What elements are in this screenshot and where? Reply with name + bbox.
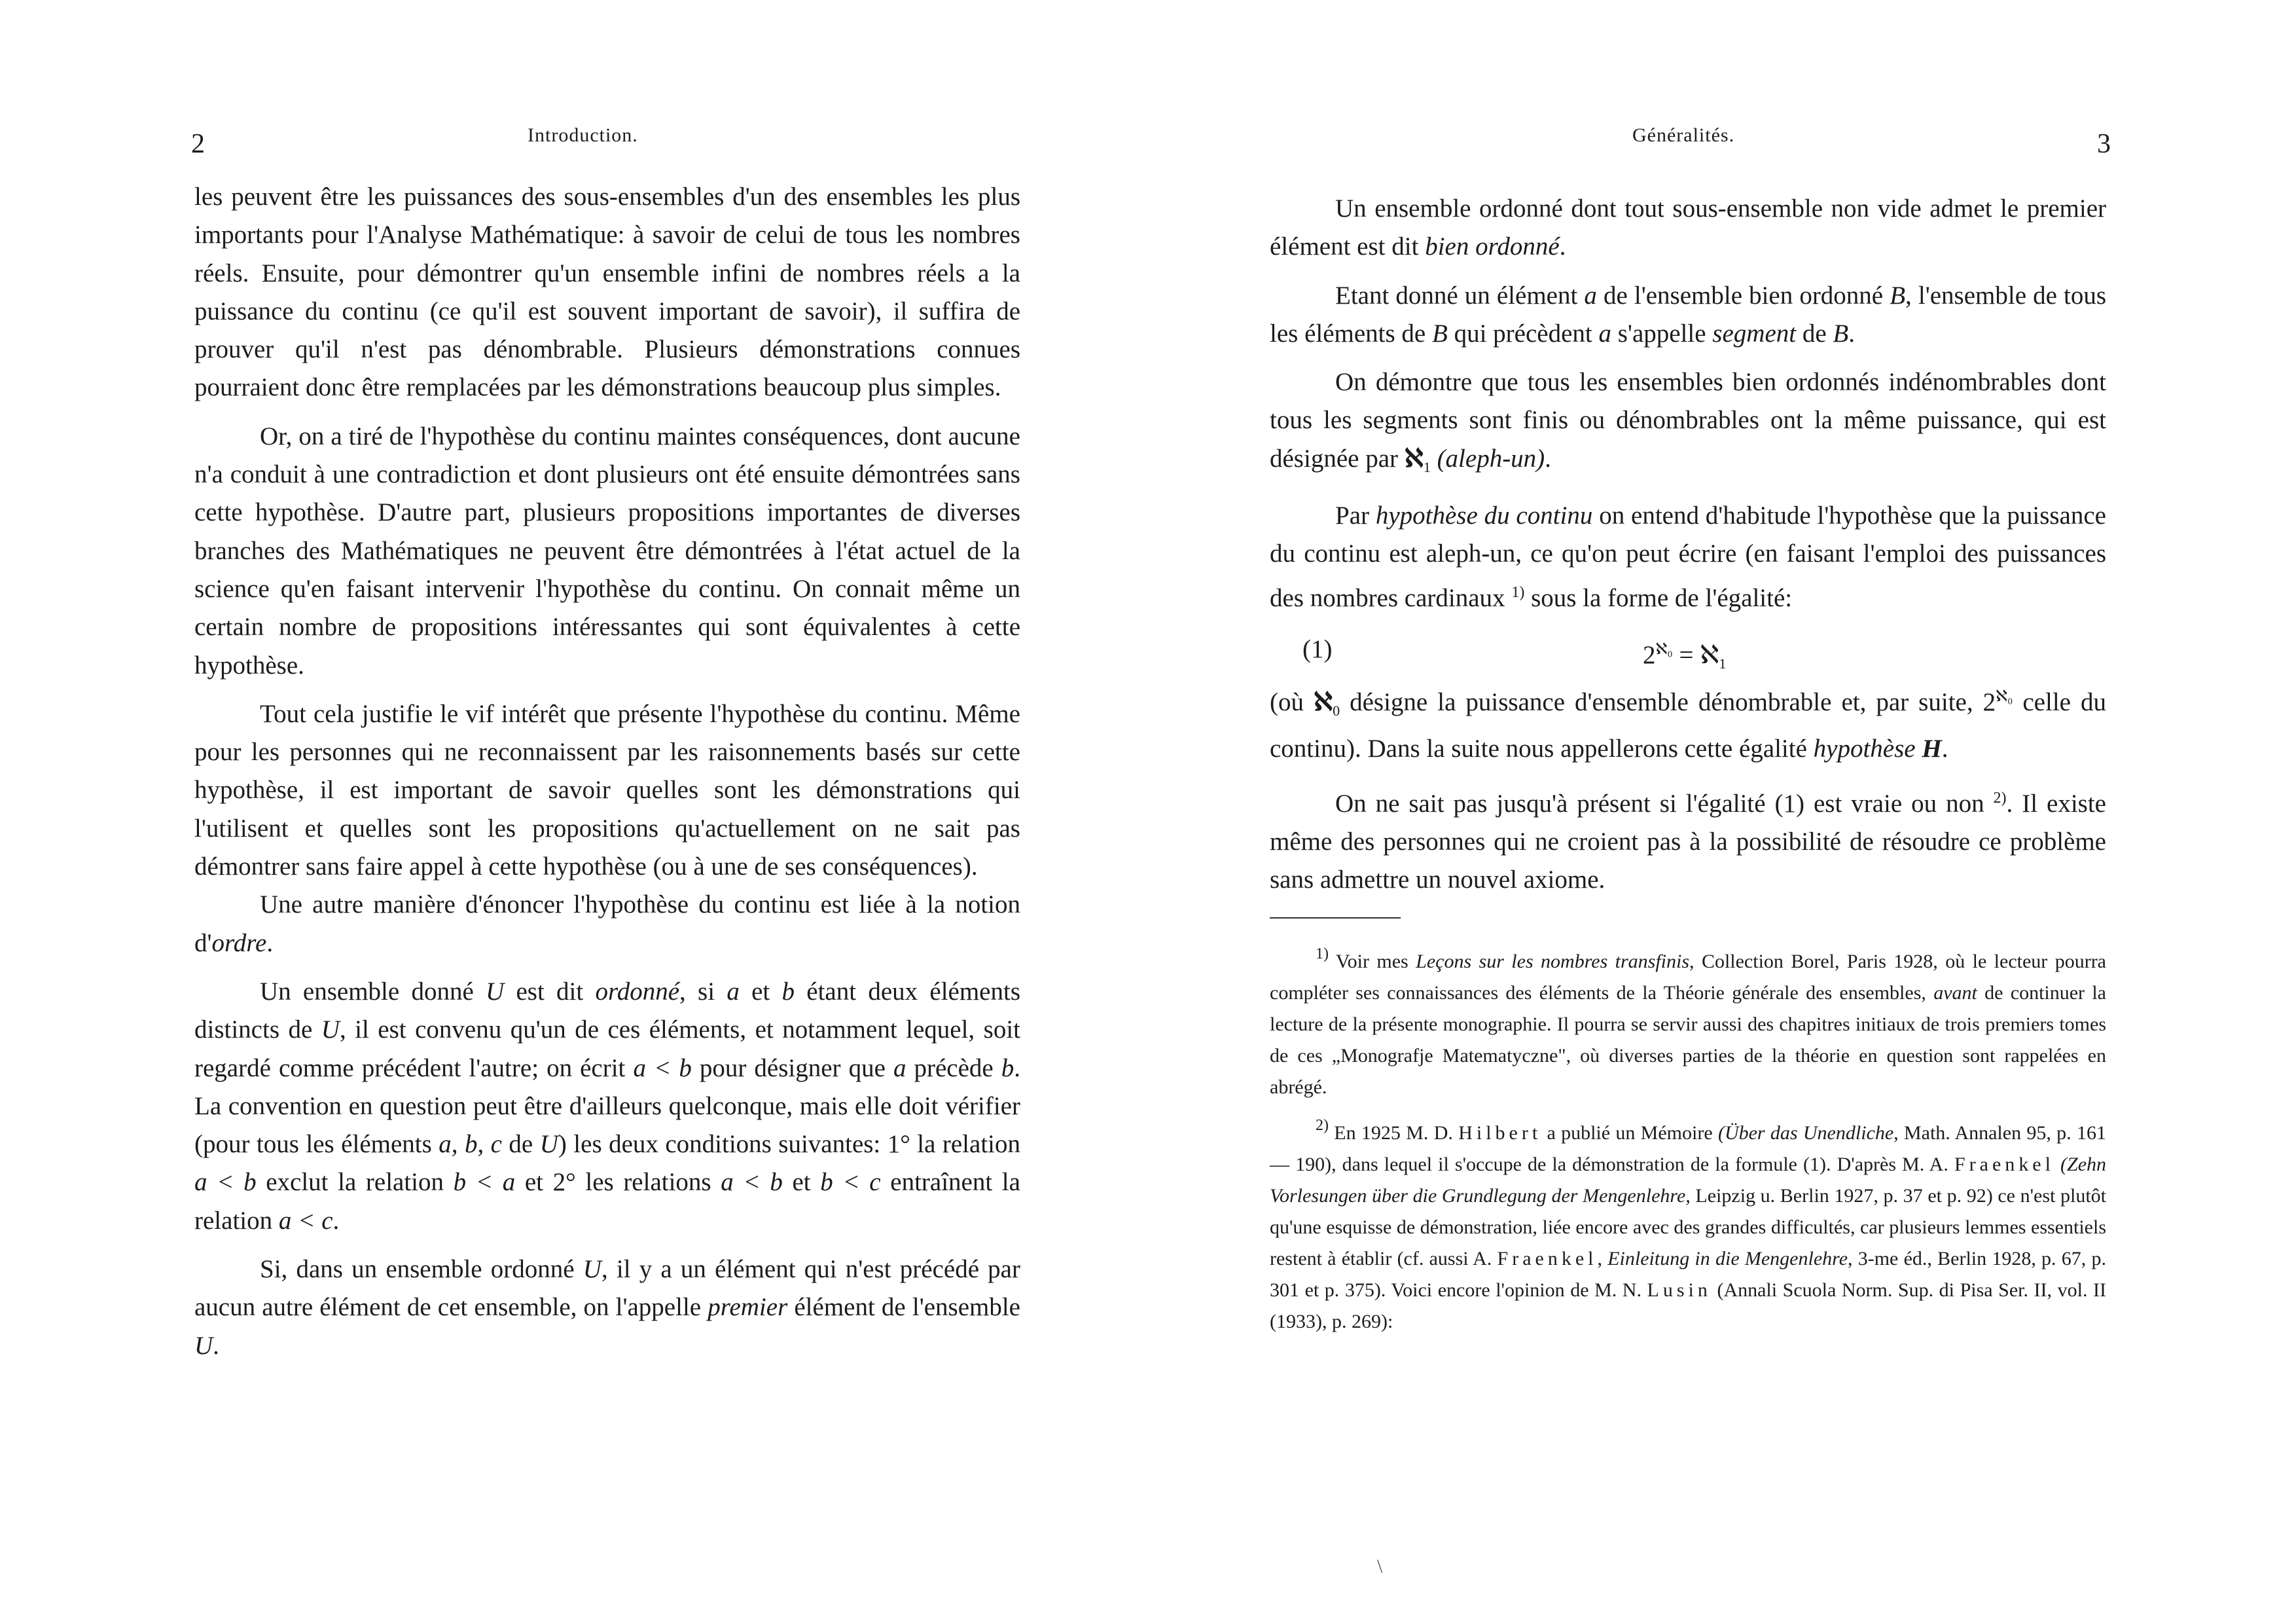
- page-number-right: 3: [2097, 129, 2111, 159]
- paragraph-ordonne: Un ensemble donné U est dit ordonné, si a et b étant deux éléments distincts de U, il est convenu qu'un de ces éléments, et notamment lequel, soit regardé comme précédent l'autre; on écrit a < b pour désigner que a précède b. La convention en question peut être d'ailleurs quelconque, mais elle doit vérifier (pour tous les éléments a, b, c de U) les deux conditions suivantes: 1° la relation a < b exclut la relation b < a et 2° les relations a < b et b < c entraînent la relation a < c.: [194, 977, 1021, 1235]
- right-column: [1270, 190, 2106, 1338]
- left-column: [194, 178, 1020, 1365]
- paragraph: Une autre manière d'énoncer l'hypothèse du continu est liée à la notion d'ordre.: [194, 890, 1020, 957]
- stray-mark: \: [1377, 1556, 1383, 1577]
- running-head-left: Introduction.: [528, 124, 638, 146]
- paragraph-premier: Si, dans un ensemble ordonné U, il y a un élément qui n'est précédé par aucun autre élément de cet ensemble, on l'appelle premier élément de l'ensemble U.: [194, 1255, 1020, 1360]
- paragraph-segment: Etant donné un élément a de l'ensemble bien ordonné B, l'ensemble de tous les éléments de B qui précèdent a s'appelle segment de B.: [1270, 281, 2106, 348]
- footnotes: [1270, 938, 2106, 1338]
- paragraph: Tout cela justifie le vif intérêt que présente l'hypothèse du continu. Même pour les personnes qui ne reconnaissent par les raisonnements basés sur cette hypothèse, il est important de savoir quelles sont les démonstrations qui l'utilisent et quelles sont les propositions qu'actuellement on ne sait pas démontrer sans faire appel à cette hypothèse (ou à une de ses conséquences).: [194, 699, 1020, 881]
- footnote-rule: [1270, 917, 1401, 919]
- right-page: [1148, 0, 2296, 1623]
- page-number-left: 2: [191, 129, 205, 159]
- equation-label: (1): [1302, 634, 1333, 663]
- paragraph-aleph-un: On démontre que tous les ensembles bien ordonnés indénombrables dont tous les segments sont finis ou dénombrables ont la même puissance, qui est désignée par ℵ$_1$ (aleph-un).: [1270, 368, 2106, 475]
- paragraph-bien-ordonne: Un ensemble ordonné dont tout sous-ensemble non vide admet le premier élément est dit bien ordonné.: [1270, 194, 2106, 261]
- footnote-2: $^{2)}$ En 1925 M. D. Hilbert a publié un Mémoire (Über das Unendliche, Math. Annalen 95, p. 161 — 190), dans lequel il s'occupe de la démonstration de la formule (1). D'après M. A. Fraenkel (Zehn Vorlesungen über die Grundlegung der Mengenlehre, Leipzig u. Berlin 1927, p. 37 et p. 92) ce n'est plutôt qu'une esquisse de démonstration, liée encore avec des grandes difficultés, car plusieurs lemmes essentiels restent à établir (cf. aussi A. Fraenkel, Einleitung in die Mengenlehre, 3-me éd., Berlin 1928, p. 67, p. 301 et p. 375). Voici encore l'opinion de M. N. Lusin (Annali Scuola Norm. Sup. di Pisa Ser. II, vol. II (1933), p. 269):: [1270, 1117, 2107, 1333]
- paragraph-on-ne-sait: On ne sait pas jusqu'à présent si l'égalité (1) est vraie ou non $^{2)}$. Il existe même des personnes qui ne croient pas à la possibilité de résoudre ce problème sans admettre un nouvel axiome.: [1270, 789, 2106, 894]
- paragraph-ou-aleph: (où ℵ$_0$ désigne la puissance d'ensemble dénombrable et, par suite, $2^{ℵ_0}$ celle du continu). Dans la suite nous appellerons cette égalité hypothèse H.: [1270, 687, 2106, 763]
- running-head-right: Généralités.: [1632, 124, 1735, 146]
- equation-1: [1270, 630, 2106, 670]
- paragraph: les peuvent être les puissances des sous-ensembles d'un des ensembles les plus importants pour l'Analyse Mathématique: à savoir de celui de tous les nombres réels. Ensuite, pour démontrer qu'un ensemble infini de nombres réels a la puissance du continu (ce qu'il est souvent important de savoir), il suffira de prouver qu'il n'est pas dénombrable. Plusieurs démonstrations connues pourraient donc être remplacées par les démonstrations beaucoup plus simples.: [194, 183, 1020, 402]
- paragraph: Or, on a tiré de l'hypothèse du continu maintes conséquences, dont aucune n'a conduit à une contradiction et dont plusieurs ont été ensuite démontrées sans cette hypothèse. D'autre part, plusieurs propositions importantes de diverses branches des Mathématiques ne peuvent être démontrées à l'état actuel de la science qu'en faisant intervenir l'hypothèse du continu. On connait même un certain nombre de propositions intéressantes qui sont équivalentes à cette hypothèse.: [194, 422, 1020, 680]
- equation-expression: $2^{ℵ_0}$ = ℵ$_1$: [1643, 640, 1727, 672]
- paragraph-hypothese: Par hypothèse du continu on entend d'habitude l'hypothèse que la puissance du continu est aleph-un, ce qu'on peut écrire (en faisant l'emploi des puissances des nombres cardinaux $^{1)}$ sous la forme de l'égalité:: [1270, 501, 2106, 612]
- footnote-1: $^{1)}$ Voir mes Leçons sur les nombres transfinis, Collection Borel, Paris 1928, où le lecteur pourra compléter ses connaissances des éléments de la Théorie générale des ensembles, avant de continuer la lecture de la présente monographie. Il pourra se servir aussi des chapitres initiaux de trois premiers tomes de ces „Monografje Matematyczne", où diverses parties de la théorie en question sont rappelées en abrégé.: [1270, 945, 2106, 1099]
